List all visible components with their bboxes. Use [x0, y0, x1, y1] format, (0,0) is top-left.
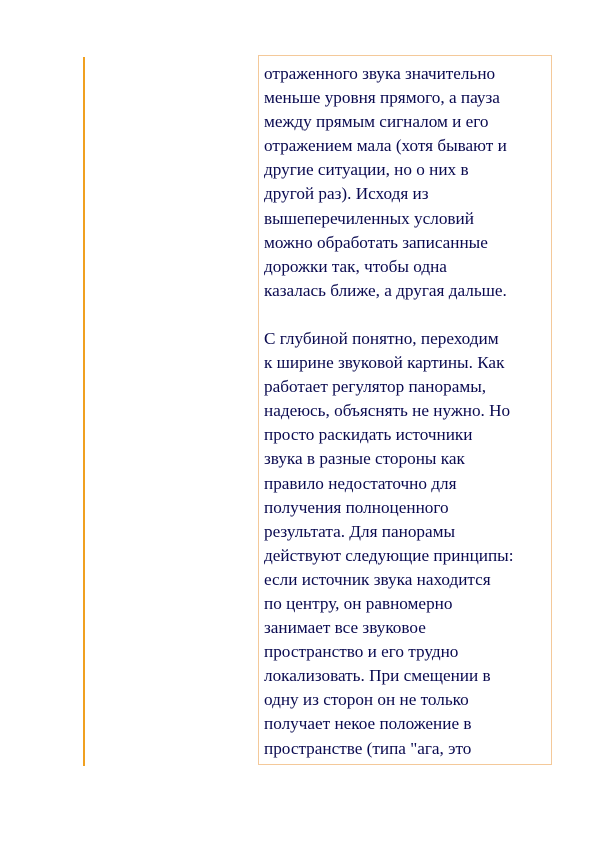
text-line: локализовать. При смещении в — [264, 666, 491, 686]
text-line: пространство и его трудно — [264, 642, 459, 662]
text-line: по центру, он равномерно — [264, 593, 453, 613]
text-line: действуют следующие принципы: — [264, 545, 514, 565]
text-line: работает регулятор панорамы, — [264, 377, 487, 397]
text-line: можно обработать записанные — [264, 232, 488, 252]
text-line: получает некое положение в — [264, 714, 472, 734]
text-line: занимает все звуковое — [264, 618, 426, 638]
text-line: результата. Для панорамы — [264, 521, 456, 541]
paragraph-1 — [264, 62, 552, 303]
text-line: отраженного звука значительно — [264, 64, 496, 83]
text-line: казалась ближе, а другая дальше. — [264, 280, 507, 300]
text-line: звука в разные стороны как — [264, 449, 465, 469]
text-line: вышеперечиленных условий — [264, 208, 474, 228]
text-line: дорожки так, чтобы одна — [264, 256, 447, 276]
text-line: надеюсь, объяснять не нужно. Но — [264, 401, 511, 421]
text-line: другие ситуации, но о них в — [264, 160, 469, 180]
text-column-frame — [258, 55, 552, 765]
text-line: одну из сторон он не только — [264, 690, 469, 710]
text-line: просто раскидать источники — [264, 425, 473, 445]
text-line: к ширине звуковой картины. Как — [264, 353, 505, 373]
text-line: отражением мала (хотя бывают и — [264, 136, 507, 156]
text-line: правило недостаточно для — [264, 473, 457, 493]
text-line: получения полноценного — [264, 497, 449, 517]
paragraph-2 — [264, 327, 552, 761]
text-line: если источник звука находится — [264, 569, 491, 589]
left-margin-rule — [83, 57, 85, 766]
text-line: С глубиной понятно, переходим — [264, 328, 499, 348]
text-line: между прямым сигналом и его — [264, 112, 489, 132]
text-line: пространстве (типа "ага, это — [264, 738, 472, 758]
text-line: меньше уровня прямого, а пауза — [264, 88, 500, 108]
text-body — [264, 62, 552, 761]
text-line: другой раз). Исходя из — [264, 184, 429, 204]
